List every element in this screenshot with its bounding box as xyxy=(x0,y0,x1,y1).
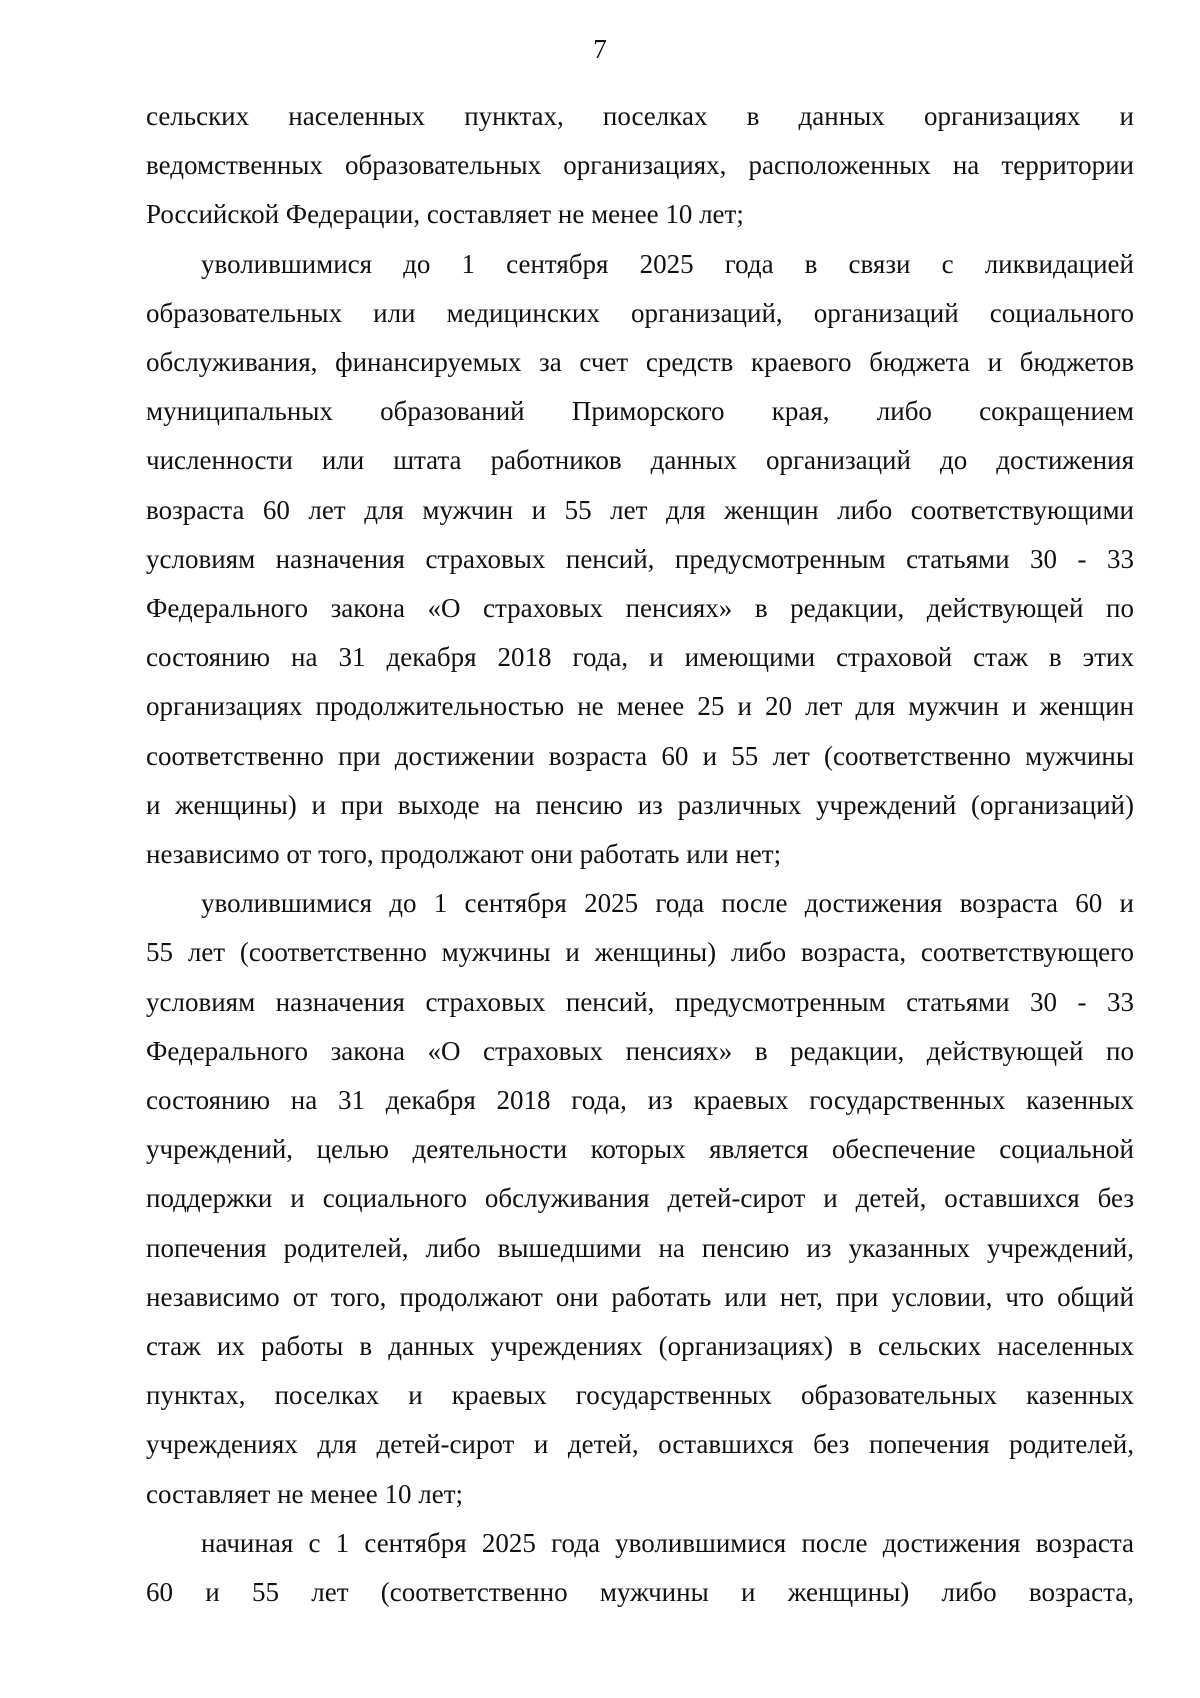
text-line: образовательных или медицинских организаций, организаций социального xyxy=(146,297,1134,328)
paragraph-3 xyxy=(146,879,1134,1519)
text-line: 60 и 55 лет (соответственно мужчины и женщины) либо возраста, xyxy=(146,1577,1134,1608)
text-line: условиям назначения страховых пенсий, предусмотренным статьями 30 - 33 xyxy=(146,543,1134,574)
text-line: 55 лет (соответственно мужчины и женщины) либо возраста, соответствующего xyxy=(146,937,1134,968)
paragraph-4 xyxy=(146,1519,1134,1617)
text-line: независимо от того, продолжают они работать или нет, при условии, что общий xyxy=(146,1281,1134,1312)
text-line: поддержки и социального обслуживания детей-сирот и детей, оставшихся без xyxy=(146,1183,1134,1214)
text-line: ведомственных образовательных организациях, расположенных на территории xyxy=(146,150,1134,181)
document-body xyxy=(146,92,1134,1617)
text-line: состоянию на 31 декабря 2018 года, и имеющими страховой стаж в этих xyxy=(146,642,1134,673)
paragraph-2 xyxy=(146,240,1134,880)
text-line: начиная с 1 сентября 2025 года уволившимися после достижения возраста xyxy=(201,1527,1134,1558)
text-line: составляет не менее 10 лет; xyxy=(146,1478,463,1509)
text-line: учреждений, целью деятельности которых является обеспечение социальной xyxy=(146,1134,1134,1165)
text-line: стаж их работы в данных учреждениях (организациях) в сельских населенных xyxy=(146,1331,1134,1362)
text-line: муниципальных образований Приморского края, либо сокращением xyxy=(146,396,1134,427)
text-line: сельских населенных пунктах, поселках в данных организациях и xyxy=(146,101,1134,131)
text-line: независимо от того, продолжают они работать или нет; xyxy=(146,839,782,870)
text-line: попечения родителей, либо вышедшими на пенсию из указанных учреждений, xyxy=(146,1232,1134,1263)
text-line: и женщины) и при выходе на пенсию из различных учреждений (организаций) xyxy=(146,789,1134,820)
text-line: пунктах, поселках и краевых государственных образовательных казенных xyxy=(146,1380,1134,1411)
text-line: возраста 60 лет для мужчин и 55 лет для женщин либо соответствующими xyxy=(146,494,1134,525)
text-line: соответственно при достижении возраста 60 и 55 лет (соответственно мужчины xyxy=(146,740,1134,771)
paragraph-1 xyxy=(146,92,1134,240)
text-line: Федерального закона «О страховых пенсиях» в редакции, действующей по xyxy=(146,1035,1134,1066)
text-line: численности или штата работников данных организаций до достижения xyxy=(146,445,1134,476)
text-line: учреждениях для детей-сирот и детей, оставшихся без попечения родителей, xyxy=(146,1429,1134,1460)
page-number: 7 xyxy=(593,34,607,64)
text-line: обслуживания, финансируемых за счет средств краевого бюджета и бюджетов xyxy=(146,347,1134,378)
text-line: Российской Федерации, составляет не менее 10 лет; xyxy=(146,199,744,230)
text-line: уволившимися до 1 сентября 2025 года после достижения возраста 60 и xyxy=(201,888,1134,919)
text-line: Федерального закона «О страховых пенсиях» в редакции, действующей по xyxy=(146,593,1134,624)
text-line: условиям назначения страховых пенсий, предусмотренным статьями 30 - 33 xyxy=(146,986,1134,1017)
text-line: уволившимися до 1 сентября 2025 года в связи с ликвидацией xyxy=(201,248,1134,279)
text-line: организациях продолжительностью не менее 25 и 20 лет для мужчин и женщин xyxy=(146,691,1134,722)
text-line: состоянию на 31 декабря 2018 года, из краевых государственных казенных xyxy=(146,1085,1134,1116)
